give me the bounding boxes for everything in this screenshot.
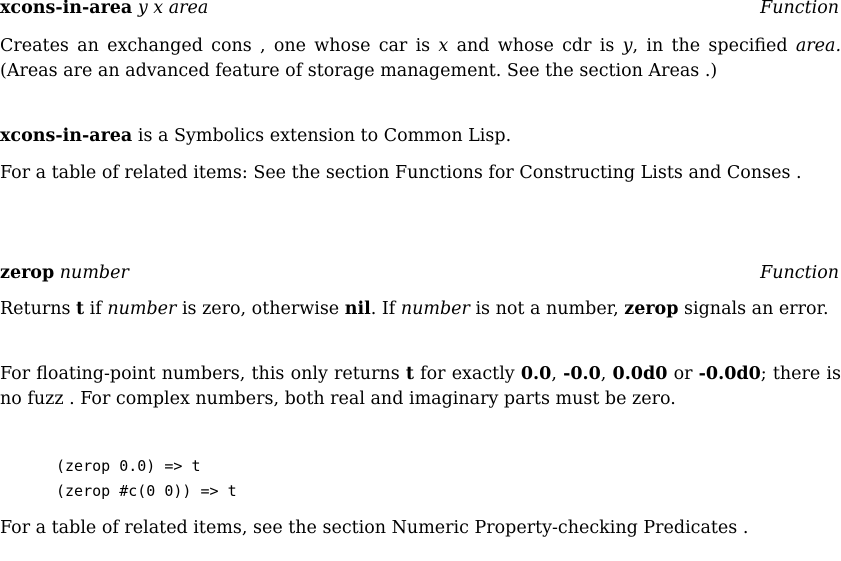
note-text: is a Symbolics extension to Common Lisp. xyxy=(132,126,512,146)
desc-text: . If xyxy=(370,299,401,319)
entry-header-zerop xyxy=(0,262,841,284)
entry-kind: Function xyxy=(760,263,839,283)
function-name-ref: zerop xyxy=(624,299,679,319)
desc-text: Creates an exchanged cons , one whose car is xyxy=(0,36,439,56)
function-args: y x area xyxy=(137,0,209,18)
desc-text: (Areas are an advanced feature of storage management. See the section Areas .) xyxy=(0,61,718,81)
float-note xyxy=(0,362,841,412)
value-t: t xyxy=(76,299,85,319)
extension-note xyxy=(0,124,841,149)
related-items xyxy=(0,161,841,186)
function-name: xcons-in-area xyxy=(0,0,133,18)
desc-text: For floating-point numbers, this only returns xyxy=(0,364,406,384)
arg-number: number xyxy=(107,299,177,319)
entry-description xyxy=(0,297,841,322)
function-args: number xyxy=(59,263,129,283)
desc-text: and whose cdr is xyxy=(448,36,623,56)
function-name: zerop xyxy=(0,263,55,283)
desc-text: Returns xyxy=(0,299,77,319)
desc-text: is zero, otherwise xyxy=(176,299,345,319)
related-items xyxy=(0,516,841,541)
entry-signature xyxy=(0,262,129,284)
code-example xyxy=(56,454,237,504)
separator: , xyxy=(600,364,613,384)
separator: or xyxy=(667,364,699,384)
desc-text: signals an error. xyxy=(678,299,829,319)
code-line: (zerop 0.0) => t xyxy=(56,457,201,475)
entry-description xyxy=(0,34,841,84)
arg-area: area. xyxy=(795,36,841,56)
desc-text: for exactly xyxy=(413,364,521,384)
related-text: For a table of related items, see the section Numeric Property-checking Predicates . xyxy=(0,518,749,538)
arg-y: y xyxy=(622,36,633,56)
float-value: -0.0 xyxy=(563,364,601,384)
float-value: 0.0d0 xyxy=(612,364,668,384)
desc-text: if xyxy=(84,299,108,319)
function-name-ref: xcons-in-area xyxy=(0,126,133,146)
entry-header-xcons-in-area xyxy=(0,0,841,19)
float-value: 0.0 xyxy=(520,364,552,384)
entry-signature xyxy=(0,0,208,19)
entry-kind: Function xyxy=(760,0,839,18)
desc-text: is not a number, xyxy=(469,299,625,319)
arg-x: x xyxy=(438,36,449,56)
value-nil: nil xyxy=(344,299,371,319)
related-text: For a table of related items: See the section Functions for Constructing Lists and Conses . xyxy=(0,163,802,183)
desc-text: , in the specified xyxy=(632,36,796,56)
float-value: -0.0d0 xyxy=(698,364,761,384)
arg-number: number xyxy=(400,299,470,319)
separator: , xyxy=(551,364,564,384)
desc-text: ; there is no fuzz . For complex numbers, both real and imaginary parts must be zero. xyxy=(0,364,841,409)
value-t: t xyxy=(405,364,414,384)
code-line: (zerop #c(0 0)) => t xyxy=(56,482,237,500)
